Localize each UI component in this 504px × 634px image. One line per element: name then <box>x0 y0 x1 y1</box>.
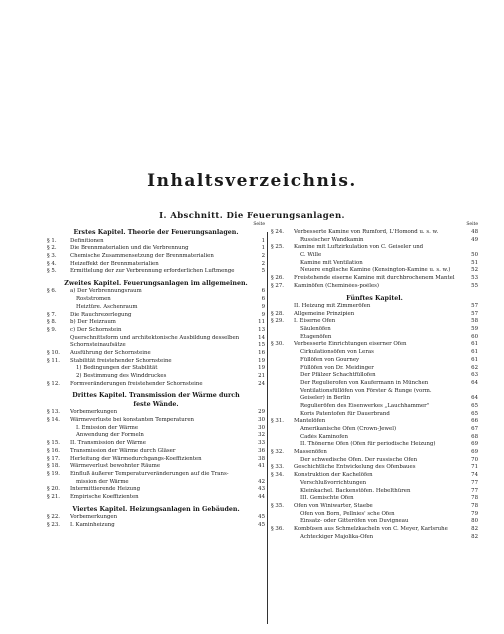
section-number: § 34. <box>271 472 284 479</box>
page-number: 9 <box>261 303 265 310</box>
entry-title: Einsatz- oder Gitteröfen von Duvigneau <box>300 518 409 525</box>
section-number: § 26. <box>271 275 284 282</box>
page-number: 15 <box>258 342 265 349</box>
entry-title: II. Thönerne Öfen (Öfen für periodische Heizung) <box>300 441 436 448</box>
section-number: § 7. <box>47 311 57 318</box>
toc-list-left <box>47 229 265 530</box>
entry-title: Konstruktion der Kachelöfen <box>294 472 373 479</box>
toc-entry <box>271 275 478 283</box>
toc-entry <box>47 381 265 389</box>
page-number: 45 <box>258 514 265 521</box>
section-number: § 15. <box>47 440 60 447</box>
toc-entry <box>47 365 265 373</box>
entry-title: Verbesserte Kamine von Rumford, L'Homond u. s. w. <box>294 229 439 235</box>
section-number: § 23. <box>47 521 60 528</box>
entry-title: Füllöfen von Gourney <box>300 356 360 363</box>
entry-title: Stabilität freistehender Schornsteine <box>70 357 172 364</box>
page-number: 80 <box>471 518 478 525</box>
entry-title: Öfen von Winiwarter, Staebe <box>294 502 373 509</box>
toc-entry <box>47 319 265 327</box>
entry-title: C. Wille <box>300 252 322 259</box>
toc-entry <box>47 268 265 276</box>
page-number: 64 <box>471 395 478 402</box>
entry-title: Mantelöfen <box>294 418 326 425</box>
page-column-header: Seite <box>466 222 478 227</box>
chapter-heading: Erstes Kapitel. Theorie der Feuerungsanlagen. <box>73 229 239 236</box>
section-number: § 36. <box>271 525 284 532</box>
toc-entry <box>271 472 478 480</box>
page-number: 70 <box>471 456 478 463</box>
entry-title: Heiztüre. Aschenraum <box>76 303 138 310</box>
toc-entry <box>271 518 478 526</box>
toc-entry <box>47 350 265 358</box>
toc-entry <box>271 349 478 357</box>
page-number: 68 <box>471 433 478 440</box>
page-number: 51 <box>471 259 478 266</box>
entry-title: Chemische Zusammensetzung der Brennmaterialien <box>70 252 214 259</box>
page-number: 64 <box>471 379 478 386</box>
section-number: § 3. <box>47 252 57 259</box>
entry-title: Schornsteinaufsätze <box>70 342 126 349</box>
page-number: 60 <box>471 333 478 340</box>
page-number: 61 <box>471 356 478 363</box>
toc-entry <box>271 426 478 434</box>
toc-entry <box>271 534 478 542</box>
page-number: 13 <box>258 326 265 333</box>
entry-title: Regulieröfen des Eisenwerkes „Lauchhammer" <box>300 402 430 409</box>
section-number: § 2. <box>47 245 57 252</box>
page-number: 65 <box>471 410 478 417</box>
section-number: § 32. <box>271 449 284 456</box>
toc-entry <box>47 417 265 425</box>
entry-title: Die Brennmaterialien und die Verbrennung <box>70 245 189 252</box>
page-number: 82 <box>471 525 478 532</box>
entry-title: Einfluß äußerer Temperaturveränderungen auf die Trans- <box>70 470 229 477</box>
section-number: § 28. <box>271 310 284 317</box>
toc-entry <box>47 288 265 296</box>
page-number: 77 <box>471 479 478 486</box>
entry-title: Ventilationsfüllöfen von Förster & Runge (vorm. <box>300 387 432 394</box>
toc-entry <box>47 471 265 479</box>
page-number: 6 <box>261 296 265 303</box>
section-number: § 14. <box>47 417 60 424</box>
toc-entry <box>271 357 478 365</box>
section-number: § 29. <box>271 318 284 325</box>
entry-title: Kamine mit Luftzirkulation von C. Geiseler und <box>294 244 424 251</box>
toc-entry <box>47 522 265 530</box>
page-number: 78 <box>471 495 478 502</box>
page-number: 79 <box>471 510 478 517</box>
page-number: 38 <box>258 455 265 462</box>
entry-title: 2) Bestimmung des Winddruckes <box>76 373 167 379</box>
section-number: § 35. <box>271 502 284 509</box>
toc-entry <box>271 252 478 260</box>
toc-entry <box>47 448 265 456</box>
page-number: 69 <box>471 441 478 448</box>
toc-entry <box>271 267 478 275</box>
toc-entry <box>271 372 478 380</box>
toc-entry <box>47 486 265 494</box>
chapter-heading: Viertes Kapitel. Heizungsanlagen in Gebäuden. <box>72 505 240 513</box>
page-number: 19 <box>258 357 265 364</box>
page-number: 32 <box>258 432 265 439</box>
entry-title: I. Eiserne Öfen <box>294 318 336 325</box>
entry-title: 1) Bedingungen der Stabilität <box>76 365 158 372</box>
section-number: § 5. <box>47 268 57 275</box>
entry-title: Füllöfen von Dr. Meidinger <box>300 364 374 371</box>
page-number: 9 <box>261 311 265 318</box>
toc-entry <box>271 365 478 373</box>
toc-entry <box>47 335 265 343</box>
entry-title: Querschnittsform und architektonische Ausbildung desselben <box>70 334 240 341</box>
page-number: 74 <box>471 472 478 479</box>
section-number: § 31. <box>271 418 284 425</box>
section-number: § 10. <box>47 349 60 356</box>
toc-entry <box>271 449 478 457</box>
page-number: 50 <box>471 252 478 259</box>
toc-entry <box>47 358 265 366</box>
entry-title: Verbesserte Einrichtungen eiserner Öfen <box>294 341 407 348</box>
toc-entry <box>271 441 478 449</box>
toc-entry <box>271 311 478 319</box>
entry-title: II. Heizung mit Zimmeröfen <box>294 303 371 309</box>
page-number: 42 <box>258 478 265 485</box>
entry-title: Ausführung der Schornsteine <box>70 349 151 356</box>
entry-title: Kaminöfen (Cheminées-poêles) <box>294 282 379 289</box>
toc-entry <box>271 411 478 419</box>
page-number: 58 <box>471 318 478 325</box>
page-number: 2 <box>261 252 265 259</box>
page-number: 43 <box>258 486 265 493</box>
toc-entry <box>271 526 478 534</box>
entry-title: Amerikanische Öfen (Crown-Jewel) <box>300 426 397 432</box>
toc-entry <box>271 244 478 252</box>
chapter-heading: Fünftes Kapitel. <box>346 294 403 302</box>
page-number: 21 <box>258 373 265 379</box>
page-number: 48 <box>471 229 478 235</box>
section-number: § 33. <box>271 464 284 471</box>
toc-entry <box>271 283 478 291</box>
toc-entry <box>47 432 265 440</box>
page-number: 61 <box>471 349 478 356</box>
entry-title: Kombüsen aus Schmelzkacheln von C. Meyer, Karlsruhe <box>294 525 448 532</box>
page-number: 30 <box>258 424 265 431</box>
entry-title: Intermittierende Heizung <box>70 486 141 493</box>
toc-entry <box>47 479 265 487</box>
entry-title: Wärmeverluste bei konstanten Temperaturen <box>70 417 195 424</box>
toc-entry <box>47 304 265 312</box>
page-number: 24 <box>258 380 265 387</box>
page-number: 71 <box>471 464 478 471</box>
entry-title: Der Regulierofen von Kaufermann in München <box>300 379 429 386</box>
entry-title: II. Transmission der Wärme <box>70 440 146 447</box>
entry-title: Koris Patentofen für Dauerbrand <box>300 410 390 417</box>
toc-entry <box>271 303 478 311</box>
toc-entry <box>271 418 478 426</box>
page-number: 82 <box>471 533 478 540</box>
page-number: 49 <box>471 236 478 243</box>
toc-entry <box>47 238 265 246</box>
toc-entry <box>47 409 265 417</box>
page-number: 66 <box>471 418 478 425</box>
entry-title: Allgemeine Prinzipien <box>294 310 355 317</box>
toc-entry <box>271 395 478 403</box>
chapter-heading: feste Wände. <box>133 400 179 408</box>
entry-title: Cadés Kaminofen <box>300 433 348 440</box>
toc-entry <box>271 334 478 342</box>
toc-entry <box>47 342 265 350</box>
section-number: § 8. <box>47 319 57 326</box>
page-number: 29 <box>258 409 265 416</box>
chapter-heading: Drittes Kapitel. Transmission der Wärme durch <box>72 392 240 400</box>
toc-entry <box>271 434 478 442</box>
page-number: 62 <box>471 364 478 371</box>
entry-title: Neuere englische Kamine (Kensington-Kamine u. s. w.) <box>300 267 451 274</box>
section-number: § 6. <box>47 288 57 295</box>
page-number: 61 <box>471 341 478 348</box>
toc-entry <box>271 380 478 388</box>
entry-title: Geschichtliche Entwickelung des Ofenbaues <box>294 464 416 471</box>
section-number: § 25. <box>271 244 284 251</box>
page-number: 11 <box>258 319 265 326</box>
entry-title: Freistehende eiserne Kamine mit durchbrochenem Mantel <box>294 275 455 282</box>
toc-entry <box>47 253 265 261</box>
entry-title: Etagenöfen <box>300 333 332 340</box>
page-number: 45 <box>258 521 265 528</box>
toc-entry <box>271 495 478 503</box>
toc-entry <box>47 463 265 471</box>
toc-entry <box>47 296 265 304</box>
toc-entry <box>47 373 265 381</box>
chapter-heading: Zweites Kapitel. Feuerungsanlagen im allgemeinen. <box>64 279 248 287</box>
section-number: § 27. <box>271 282 284 289</box>
toc-entry <box>47 440 265 448</box>
page-column-header: Seite <box>253 222 265 227</box>
entry-title: Der Pfälzer Schachtfüllofen <box>300 372 376 379</box>
toc-entry <box>271 260 478 268</box>
toc-entry <box>271 488 478 496</box>
entry-title: Kleinkachel. Backenstöfen. Hebelthüren <box>300 487 411 494</box>
entry-title: Der schwedische Öfen. Der russische Öfen <box>300 456 418 463</box>
entry-title: Vorbemerkungen <box>70 409 118 416</box>
entry-title: Roststromen <box>76 296 111 303</box>
section-number: § 20. <box>47 486 60 493</box>
entry-title: b) Der Heizraum <box>70 319 116 326</box>
entry-title: Vorbemerkungen <box>70 514 118 521</box>
section-number: § 12. <box>47 380 60 387</box>
entry-title: Die Rauchrezerlegung <box>70 311 132 318</box>
page-number: 2 <box>261 260 265 267</box>
toc-entry <box>271 341 478 349</box>
entry-title: Heizeffekt der Brennmaterialien <box>70 260 159 267</box>
toc-entry <box>271 237 478 245</box>
toc-entry <box>271 229 478 237</box>
section-number: § 24. <box>271 229 284 235</box>
section-number: § 16. <box>47 447 60 454</box>
entry-title: Wärmeverlust bewohnter Räume <box>70 463 161 470</box>
toc-list-right <box>271 229 478 541</box>
entry-title: Verschlußvorrichtungen <box>300 479 367 486</box>
entry-title: Anwendung der Formeln <box>76 432 144 439</box>
page-number: 36 <box>258 447 265 454</box>
entry-title: a) Der Verbrennungsraum <box>70 288 142 295</box>
toc-column-right <box>271 221 478 541</box>
page-number: 44 <box>258 493 265 500</box>
toc-entry <box>47 456 265 464</box>
toc-entry <box>47 312 265 320</box>
entry-title: c) Der Schornstein <box>70 326 122 333</box>
page-number: 14 <box>258 334 265 341</box>
toc-entry <box>47 514 265 522</box>
section-number: § 9. <box>47 326 57 333</box>
toc-entry <box>271 457 478 465</box>
entry-title: Ermittelung der zur Verbrennung erforderlichen Luftmenge <box>70 268 235 275</box>
page-number: 57 <box>471 310 478 317</box>
page-number: 77 <box>471 487 478 494</box>
page-number: 55 <box>471 282 478 289</box>
page-number: 65 <box>471 402 478 409</box>
section-number: § 30. <box>271 341 284 348</box>
entry-title: Massenöfen <box>294 449 327 456</box>
section-number: § 19. <box>47 470 60 477</box>
column-divider <box>267 232 268 624</box>
section-number: § 18. <box>47 463 60 470</box>
entry-title: Empirische Koeffizienten <box>70 493 139 500</box>
toc-entry <box>271 388 478 396</box>
entry-title: I. Emission der Wärme <box>76 424 139 431</box>
entry-title: Achteckiger Majolika-Öfen <box>300 533 374 540</box>
page-number: 78 <box>471 502 478 509</box>
section-number: § 4. <box>47 260 57 267</box>
toc-entry <box>271 464 478 472</box>
toc-entry <box>271 503 478 511</box>
entry-title: Formveränderungen freistehender Schornsteine <box>70 380 203 387</box>
entry-title: Kamine mit Ventilation <box>300 259 363 266</box>
entry-title: III. Gemischte Öfen <box>300 495 354 502</box>
page-number: 57 <box>471 303 478 309</box>
entry-title: Herleitung der Wärmedurchgangs-Koeffizienten <box>70 455 202 462</box>
page-number: 41 <box>258 463 265 470</box>
toc-entry <box>271 511 478 519</box>
page-number: 6 <box>261 288 265 295</box>
toc-entry <box>47 261 265 269</box>
entry-title: Cirkulationsöfen von Leras <box>300 349 374 356</box>
page-number: 53 <box>471 275 478 282</box>
page-number: 1 <box>261 245 265 252</box>
page-title: Inhaltsverzeichnis. <box>147 171 357 191</box>
toc-entry <box>271 326 478 334</box>
entry-title: Russischer Wandkamin <box>300 236 364 243</box>
toc-entry <box>47 327 265 335</box>
page-number: 19 <box>258 365 265 372</box>
page-number: 67 <box>471 426 478 432</box>
entry-title: Definitionen <box>70 237 104 244</box>
page-number: 52 <box>471 267 478 274</box>
toc-entry <box>271 318 478 326</box>
section-number: § 17. <box>47 455 60 462</box>
section-number: § 22. <box>47 514 60 521</box>
toc-entry <box>47 494 265 502</box>
entry-title: I. Kaminheizung <box>70 521 115 528</box>
page-number: 59 <box>471 326 478 333</box>
toc-entry <box>47 245 265 253</box>
section-number: § 1. <box>47 237 57 244</box>
toc-entry <box>271 403 478 411</box>
section-number: § 11. <box>47 357 60 364</box>
section-number: § 21. <box>47 493 60 500</box>
entry-title: mission der Wärme <box>76 478 129 485</box>
toc-column-left <box>47 221 265 530</box>
entry-title: Transmission der Wärme durch Gläser <box>70 447 176 454</box>
part-heading: I. Abschnitt. Die Feuerungsanlagen. <box>159 211 345 221</box>
entry-title: Geiseler) in Berlin <box>300 395 351 402</box>
page-number: 5 <box>261 268 265 275</box>
page-number: 63 <box>471 372 478 379</box>
page-number: 30 <box>258 417 265 424</box>
toc-entry <box>271 480 478 488</box>
entry-title: Säulenöfen <box>300 326 331 333</box>
section-number: § 13. <box>47 409 60 416</box>
page-number: 33 <box>258 440 265 447</box>
page-number: 69 <box>471 449 478 456</box>
entry-title: Öfen von Born, Pellnies' sche Öfen <box>300 510 395 517</box>
toc-entry <box>47 425 265 433</box>
page-number: 1 <box>261 237 265 244</box>
page-number: 16 <box>258 349 265 356</box>
